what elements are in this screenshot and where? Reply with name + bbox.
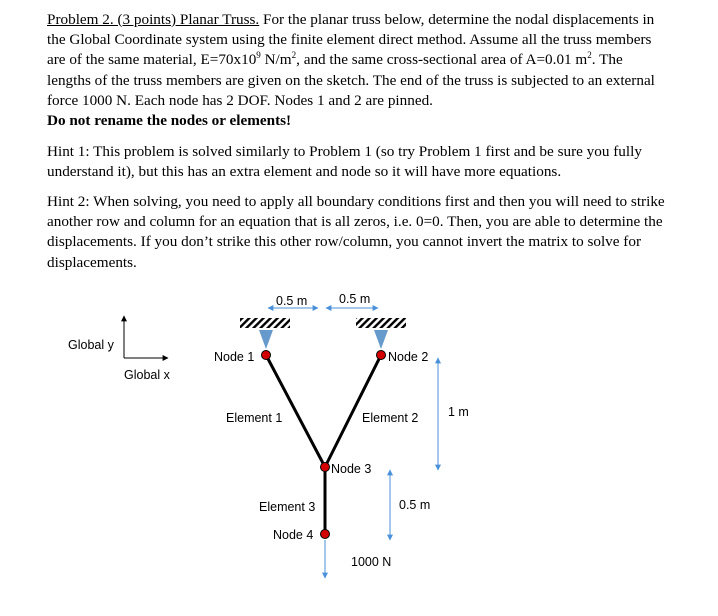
dim-lower-label: 0.5 m <box>399 498 431 512</box>
node-3-label: Node 3 <box>331 462 372 476</box>
node-3 <box>321 463 330 472</box>
global-axes <box>68 316 171 382</box>
node-1 <box>262 351 271 360</box>
element-2-label: Element 2 <box>362 411 419 425</box>
force-label: 1000 N <box>351 555 392 569</box>
node-4 <box>321 530 330 539</box>
global-x-label: Global x <box>124 368 170 382</box>
hint-1: Hint 1: This problem is solved similarly to Problem 1 (so try Problem 1 first and be sure you fully understand it), but this has an extra element and node so it will have more equations. <box>47 143 642 181</box>
hint-2: Hint 2: When solving, you need to apply all boundary conditions first and then you will need to strike another row and column for an equation that is all zeros, i.e. 0=0. Then, you are able to determine the displacements. If you don’t strike this other row/column, you cannot invert the matrix to solve for displacements. <box>47 193 665 271</box>
exponent-9: 9 <box>256 50 261 61</box>
bold-note: Do not rename the nodes or elements! <box>47 112 292 130</box>
exponent-2b: 2 <box>587 50 592 61</box>
problem-mid: , and the same cross-sectional area of A=0.01 m <box>296 51 588 69</box>
node-4-label: Node 4 <box>273 528 314 542</box>
dim-right-span-label: 0.5 m <box>339 292 371 306</box>
node-2 <box>377 351 386 360</box>
node-2-label: Node 2 <box>388 350 429 364</box>
dim-height-label: 1 m <box>448 405 469 419</box>
dim-left-span-label: 0.5 m <box>276 294 308 308</box>
global-y-label: Global y <box>68 338 114 352</box>
support-2 <box>356 318 406 349</box>
problem-rest: . The lengths of the truss members are given on the sketch. The end of the truss is subjected to an external force 1000 N. Each node has 2 DOF. Nodes 1 and 2 are pinned. <box>47 51 655 109</box>
node-1-label: Node 1 <box>214 350 255 364</box>
element-3-label: Element 3 <box>259 500 316 514</box>
element-1-label: Element 1 <box>226 411 283 425</box>
problem-units: N/m <box>260 51 292 69</box>
problem-intro: For the planar truss below, determine the nodal displacements in the Global Coordinate system using the finite element direct method. Assume all the truss members are of the same material, E=70x10 <box>47 11 655 69</box>
exponent-2a: 2 <box>291 50 297 61</box>
support-1 <box>240 318 290 349</box>
problem-heading: Problem 2. (3 points) Planar Truss. <box>47 11 260 28</box>
